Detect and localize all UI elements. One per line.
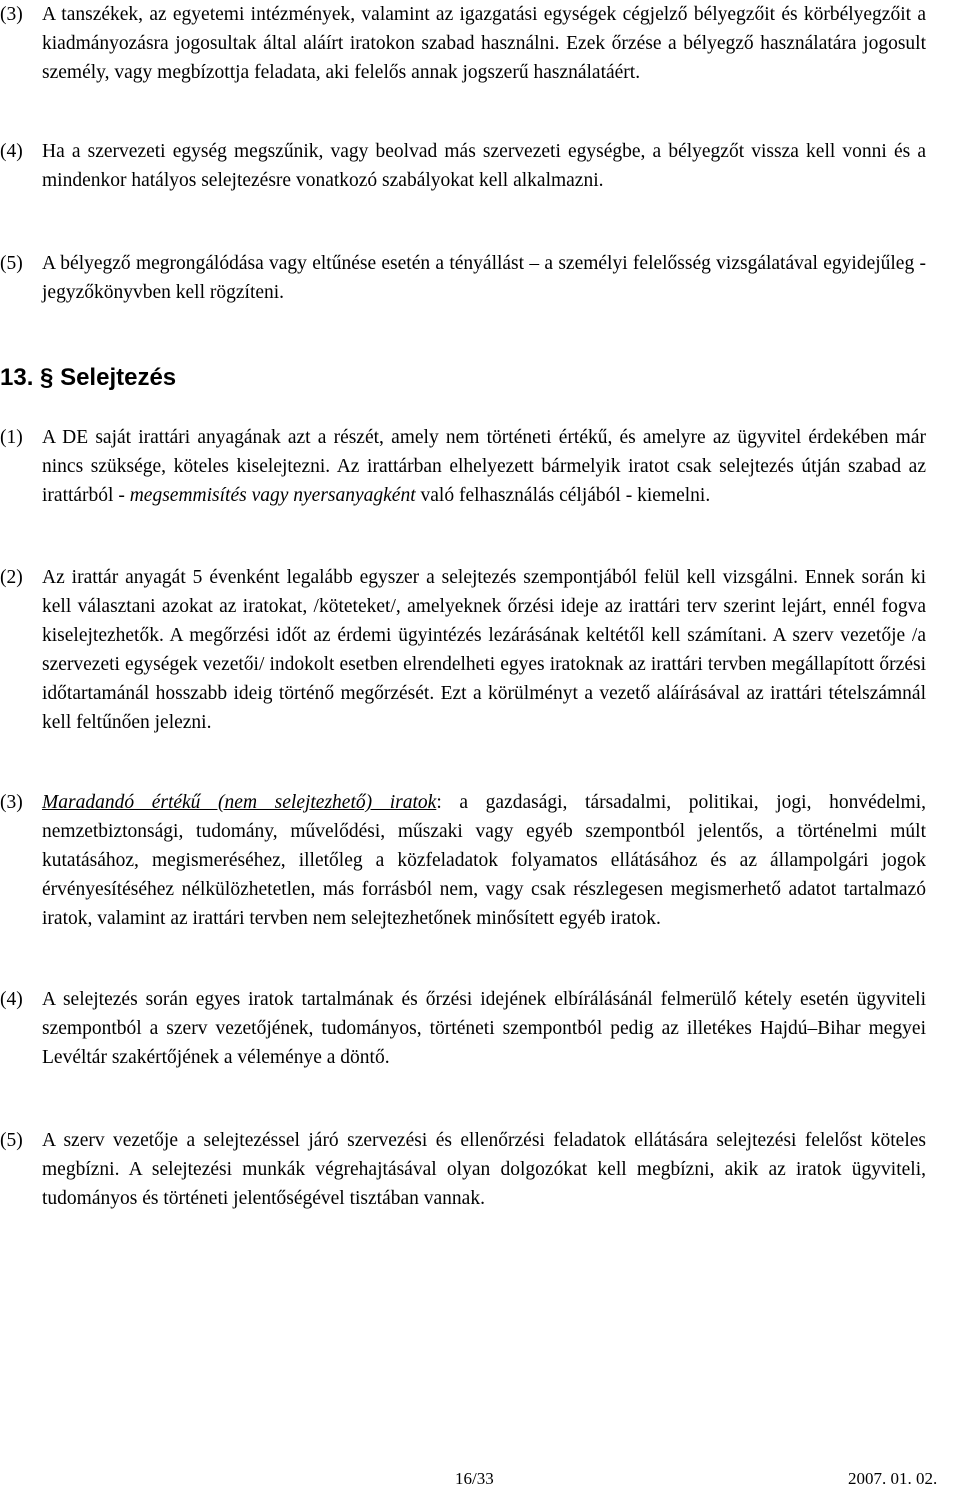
page-number: 16/33 bbox=[455, 1469, 494, 1488]
paragraph-text: Maradandó értékű (nem selejtezhető) iratok: a gazdasági, társadalmi, politikai, jogi, honvédelmi, nemzetbiztonsági, tudomány, művelődési, műszaki vagy egyéb szempontból jelentős, a történelmi múlt kutatásához, megismeréséhez, illetőleg a közfeladatok folyamatos ellátásához és az állampolgári jogok érvényesítéséhez nélkülözhetetlen, más forrásból nem, vagy csak részlegesen megismerhető adatot tartalmazó iratok, valamint az irattári tervben nem selejtezhetőnek minősített egyéb iratok. bbox=[42, 792, 927, 929]
paragraph-number: (5) bbox=[0, 253, 23, 274]
paragraph-text: A DE saját irattári anyagának azt a részét, amely nem történeti értékű, és amelyre az ügyvitel érdekében már nincs szüksége, köteles kiselejtezni. Az irattárban elhelyezett bármelyik iratot csak selejtezés útján szabad az irattárból - megsemmisítés vagy nyersanyagként való felhasználás céljából - kiemelni. bbox=[42, 427, 926, 506]
paragraph-3-permanent-records bbox=[0, 788, 926, 933]
paragraph-number: (3) bbox=[0, 792, 23, 813]
defined-term: Maradandó értékű (nem selejtezhető) iratok bbox=[42, 792, 437, 813]
footer-date: 2007. 01. 02. bbox=[848, 1469, 938, 1488]
paragraph-text: A selejtezés során egyes iratok tartalmának és őrzési idejének elbírálásánál felmerülő kétely esetén ügyviteli szempontból a szerv vezetőjének, tudományos, történeti szempontból pedig az illetékes Hajdú–Bihar megyei Levéltár szakértőjének a véleménye a döntő. bbox=[42, 989, 926, 1068]
paragraph-text: A bélyegző megrongálódása vagy eltűnése esetén a tényállást – a személyi felelősség vizsgálatával egyidejűleg - jegyzőkönyvben kell rögzíteni. bbox=[42, 253, 926, 303]
paragraph-4-unit-dissolution bbox=[0, 137, 926, 195]
paragraph-text: A tanszékek, az egyetemi intézmények, valamint az igazgatási egységek cégjelző bélyegzőit és körbélyegzőit a kiadmányozásra jogosultak által aláírt iratokon szabad használni. Ezek őrzése a bélyegző használatára jogosult személy, vagy megbízottja feladata, aki felelős annak jogszerű használatáért. bbox=[42, 4, 926, 83]
paragraph-number: (4) bbox=[0, 989, 23, 1010]
section-number: 13. bbox=[0, 364, 34, 391]
section-title: Selejtezés bbox=[60, 364, 177, 391]
paragraph-5-stamp-damage bbox=[0, 249, 926, 307]
paragraph-3-stamps bbox=[0, 0, 926, 87]
paragraph-5-responsible bbox=[0, 1126, 926, 1213]
paragraph-text: Ha a szervezeti egység megszűnik, vagy beolvad más szervezeti egységbe, a bélyegzőt vissza kell vonni és a mindenkor hatályos selejtezésre vonatkozó szabályokat kell alkalmazni. bbox=[42, 141, 926, 191]
paragraph-4-doubt bbox=[0, 985, 926, 1072]
paragraph-2-review bbox=[0, 563, 926, 737]
paragraph-1-disposal bbox=[0, 423, 926, 510]
italic-phrase: megsemmisítés vagy nyersanyagként bbox=[129, 485, 416, 506]
paragraph-number: (5) bbox=[0, 1130, 23, 1151]
paragraph-text: A szerv vezetője a selejtezéssel járó szervezési és ellenőrzési feladatok ellátására selejtezési felelőst köteles megbízni. A selejtezési munkák végrehajtásával olyan dolgozókat kell megbízni, akik az iratok ügyviteli, tudományos és történeti jelentőségével tisztában vannak. bbox=[42, 1130, 926, 1209]
paragraph-number: (3) bbox=[0, 4, 23, 25]
paragraph-number: (1) bbox=[0, 427, 23, 448]
paragraph-number: (4) bbox=[0, 141, 23, 162]
section-symbol: § bbox=[40, 364, 54, 391]
paragraph-text: Az irattár anyagát 5 évenként legalább egyszer a selejtezés szempontjából felül kell vizsgálni. Ennek során ki kell választani azokat az iratokat, /köteteket/, amelyeknek őrzési ideje az irattári terv szerint lejárt, ennél fogva kiselejtezhetők. A megőrzési időt az érdemi ügyintézés lezárásának keltétől kell számítani. A szerv vezetője /a szervezeti egységek vezetői/ indokolt esetben elrendelheti egyes iratoknak az irattári tervben megállapított őrzési időtartamánál hosszabb ideig történő megőrzését. Ezt a körülményt a vezető aláírásával az irattári tételszámnál kell feltűnően jelezni. bbox=[42, 567, 926, 733]
section-heading bbox=[0, 363, 176, 393]
paragraph-number: (2) bbox=[0, 567, 23, 588]
